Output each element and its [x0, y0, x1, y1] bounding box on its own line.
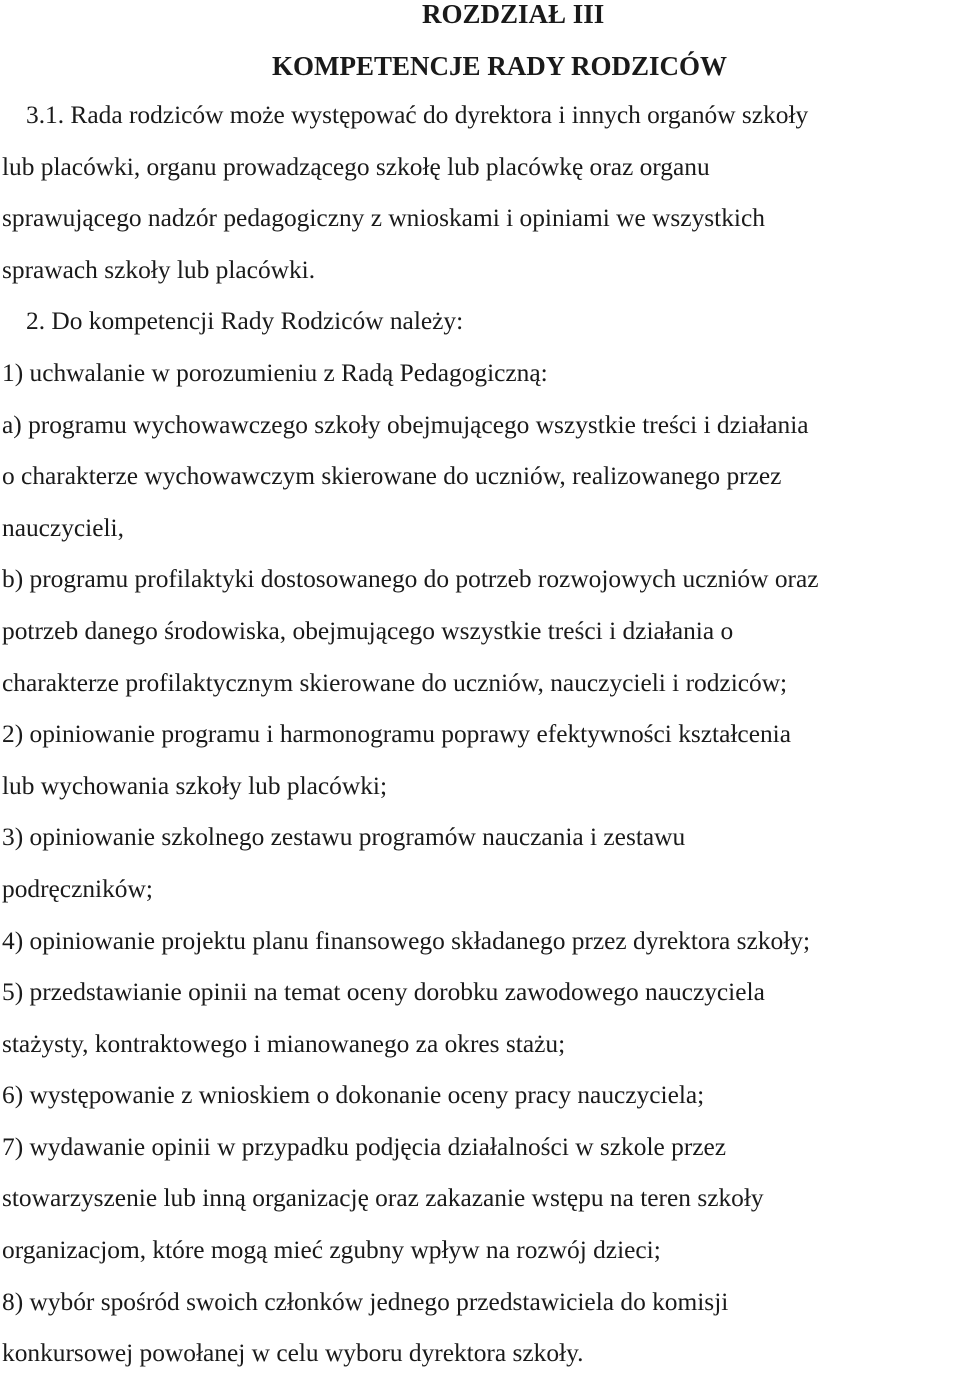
list-item-line: 5) przedstawianie opinii na temat oceny dorobku zawodowego nauczyciela [2, 978, 765, 1007]
chapter-title: ROZDZIAŁ III [422, 0, 605, 29]
list-item-line: lub wychowania szkoły lub placówki; [2, 771, 388, 800]
list-item-line: podręczników; [2, 874, 153, 903]
document-body [2, 90, 954, 1380]
list-item-line: 2) opiniowanie programu i harmonogramu poprawy efektywności kształcenia [2, 720, 791, 749]
list-item-line: b) programu profilaktyki dostosowanego do potrzeb rozwojowych uczniów oraz [2, 565, 819, 594]
list-item-line: 3) opiniowanie szkolnego zestawu programów nauczania i zestawu [2, 823, 686, 852]
list-item-line: 8) wybór spośród swoich członków jednego przedstawiciela do komisji [2, 1287, 729, 1316]
paragraph-line: 3.1. Rada rodziców może występować do dyrektora i innych organów szkoły [26, 101, 809, 129]
paragraph-line: sprawach szkoły lub placówki. [2, 255, 316, 284]
list-item-line: 7) wydawanie opinii w przypadku podjęcia działalności w szkole przez [2, 1132, 727, 1161]
list-item-line: potrzeb danego środowiska, obejmującego wszystkie treści i działania o [2, 616, 734, 645]
list-item-line: 6) występowanie z wnioskiem o dokonanie oceny pracy nauczyciela; [2, 1081, 705, 1110]
paragraph-line: 2. Do kompetencji Rady Rodziców należy: [26, 307, 464, 336]
list-item-line: stażysty, kontraktowego i mianowanego za okres stażu; [2, 1029, 566, 1058]
list-item-line: organizacjom, które mogą mieć zgubny wpływ na rozwój dzieci; [2, 1236, 661, 1265]
list-item-line: nauczycieli, [2, 513, 124, 542]
list-item-line: stowarzyszenie lub inną organizację oraz zakazanie wstępu na teren szkoły [2, 1184, 764, 1213]
list-item-line: 4) opiniowanie projektu planu finansowego składanego przez dyrektora szkoły; [2, 926, 811, 955]
list-item-line: charakterze profilaktycznym skierowane do uczniów, nauczycieli i rodziców; [2, 668, 788, 697]
chapter-subtitle: KOMPETENCJE RADY RODZICÓW [272, 51, 728, 81]
paragraph-line: lub placówki, organu prowadzącego szkołę lub placówkę oraz organu [2, 152, 710, 181]
list-item-line: a) programu wychowawczego szkoły obejmującego wszystkie treści i działania [2, 410, 809, 439]
paragraph-line: sprawującego nadzór pedagogiczny z wnioskami i opiniami we wszystkich [2, 204, 765, 233]
list-item-line: o charakterze wychowawczym skierowane do uczniów, realizowanego przez [2, 462, 782, 491]
list-item-line: konkursowej powołanej w celu wyboru dyrektora szkoły. [2, 1339, 584, 1368]
list-item-line: 1) uchwalanie w porozumieniu z Radą Pedagogiczną: [2, 358, 548, 387]
